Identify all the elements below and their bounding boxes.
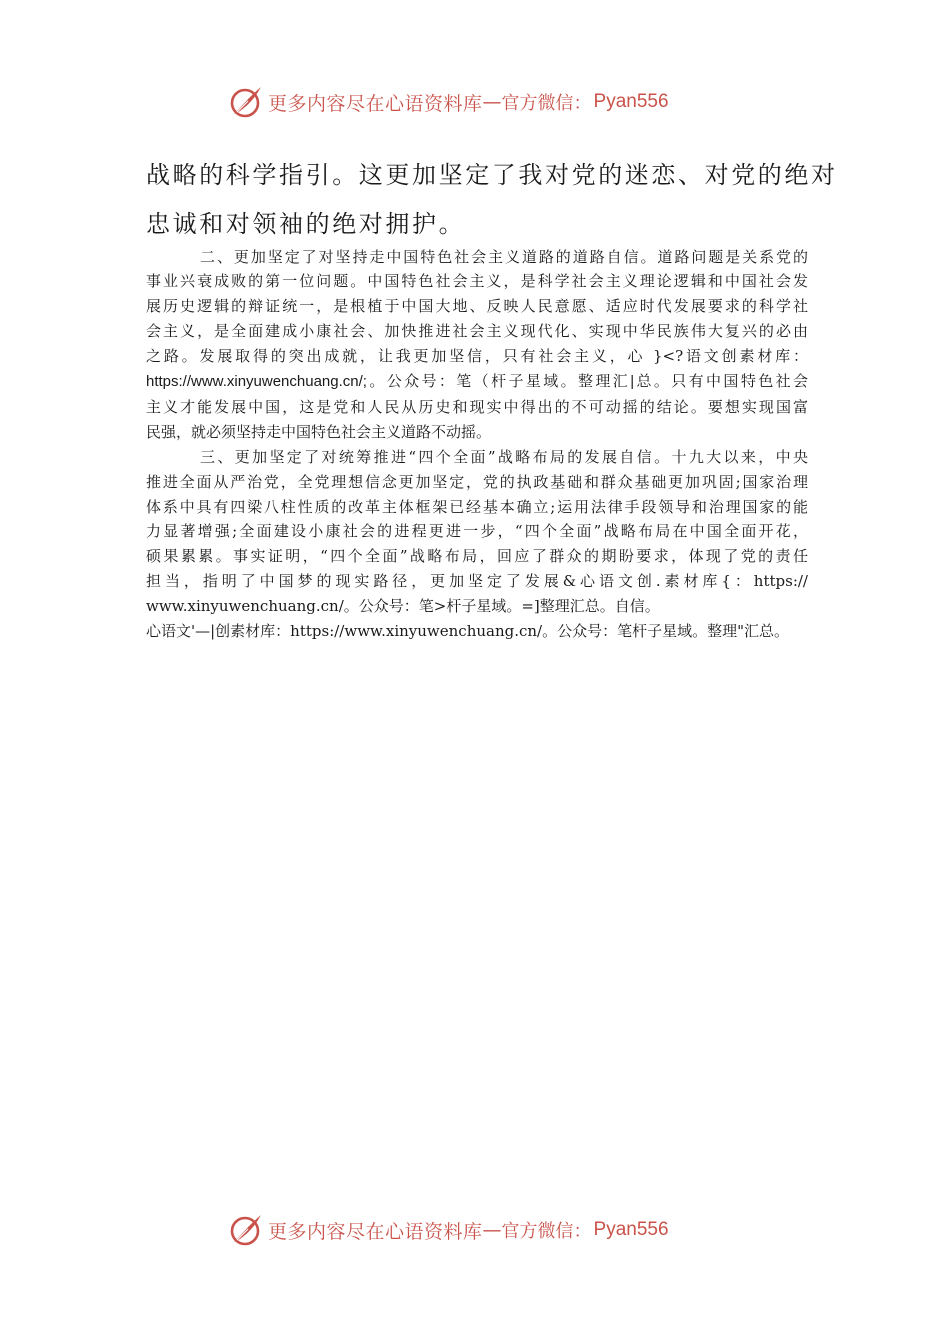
header-banner — [228, 82, 748, 122]
paragraph-2-line: 会主义，是全面建成小康社会、加快推进社会主义现代化、实现中华民族伟大复兴的必由 — [146, 322, 808, 340]
large-text-line-1: 战略的科学指引。这更加坚定了我对党的迷恋、对党的绝对 — [146, 161, 838, 189]
footer-wechat-label: 官方微信： — [501, 1221, 592, 1242]
paragraph-3-line: 力显著增强;全面建设小康社会的进程更进一步，“四个全面”战略布局在中国全面开花， — [146, 522, 808, 540]
paragraph-2-line: 之路。发展取得的突出成就，让我更加坚信，只有社会主义，心 }<?语文创素材库： — [146, 347, 808, 365]
large-text-line-2: 忠诚和对领袖的绝对拥护。 — [146, 210, 466, 238]
header-wechat-label: 官方微信： — [501, 93, 592, 114]
paragraph-2-line: 民强，就必须坚持走中国特色社会主义道路不动摇。 — [146, 423, 492, 441]
trailing-source-line: 心语文'—|创素材库：https://www.xinyuwenchuang.cn/。公众号：笔杆子星域。整理"汇总。 — [146, 622, 790, 640]
paragraph-2-line: 二、更加坚定了对坚持走中国特色社会主义道路的道路自信。道路问题是关系党的 — [200, 248, 808, 266]
paragraph-2-line: https://www.xinyuwenchuang.cn/;。公众号：笔（杆子星域。整理汇|总。只有中国特色社会 — [146, 373, 808, 390]
footer-banner-separator: — — [482, 1219, 502, 1241]
paragraph-3-line: www.xinyuwenchuang.cn/。公众号：笔>杆子星域。=]整理汇总。自信。 — [146, 597, 660, 615]
paragraph-3-line: 硕果累累。事实证明，“四个全面”战略布局，回应了群众的期盼要求，体现了党的责任 — [146, 547, 808, 565]
header-banner-separator: — — [482, 91, 502, 113]
header-wechat-id: Pyan556 — [593, 91, 669, 112]
footer-wechat-id: Pyan556 — [593, 1219, 669, 1240]
footer-banner-text: 更多内容尽在心语资料库 — [268, 1220, 483, 1243]
paragraph-3-line: 担当，指明了中国梦的现实路径，更加坚定了发展&心语文创.素材库{：https:// — [146, 572, 808, 590]
quill-logo-icon — [228, 84, 264, 120]
paragraph-3-line: 体系中具有四梁八柱性质的改革主体框架已经基本确立;运用法律手段领导和治理国家的能 — [146, 498, 808, 516]
quill-logo-icon — [228, 1212, 264, 1248]
paragraph-2-line: 事业兴衰成败的第一位问题。中国特色社会主义，是科学社会主义理论逻辑和中国社会发 — [146, 272, 808, 290]
paragraph-3-line: 推进全面从严治党，全党理想信念更加坚定，党的执政基础和群众基础更加巩固;国家治理 — [146, 473, 808, 491]
paragraph-2-line: 展历史逻辑的辩证统一，是根植于中国大地、反映人民意愿、适应时代发展要求的科学社 — [146, 297, 808, 315]
paragraph-2-line: 主义才能发展中国，这是党和人民从历史和现实中得出的不可动摇的结论。要想实现国富 — [146, 398, 808, 416]
header-banner-text: 更多内容尽在心语资料库 — [268, 92, 483, 115]
paragraph-3-line: 三、更加坚定了对统筹推进“四个全面”战略布局的发展自信。十九大以来，中央 — [200, 448, 808, 466]
footer-banner — [228, 1210, 748, 1250]
